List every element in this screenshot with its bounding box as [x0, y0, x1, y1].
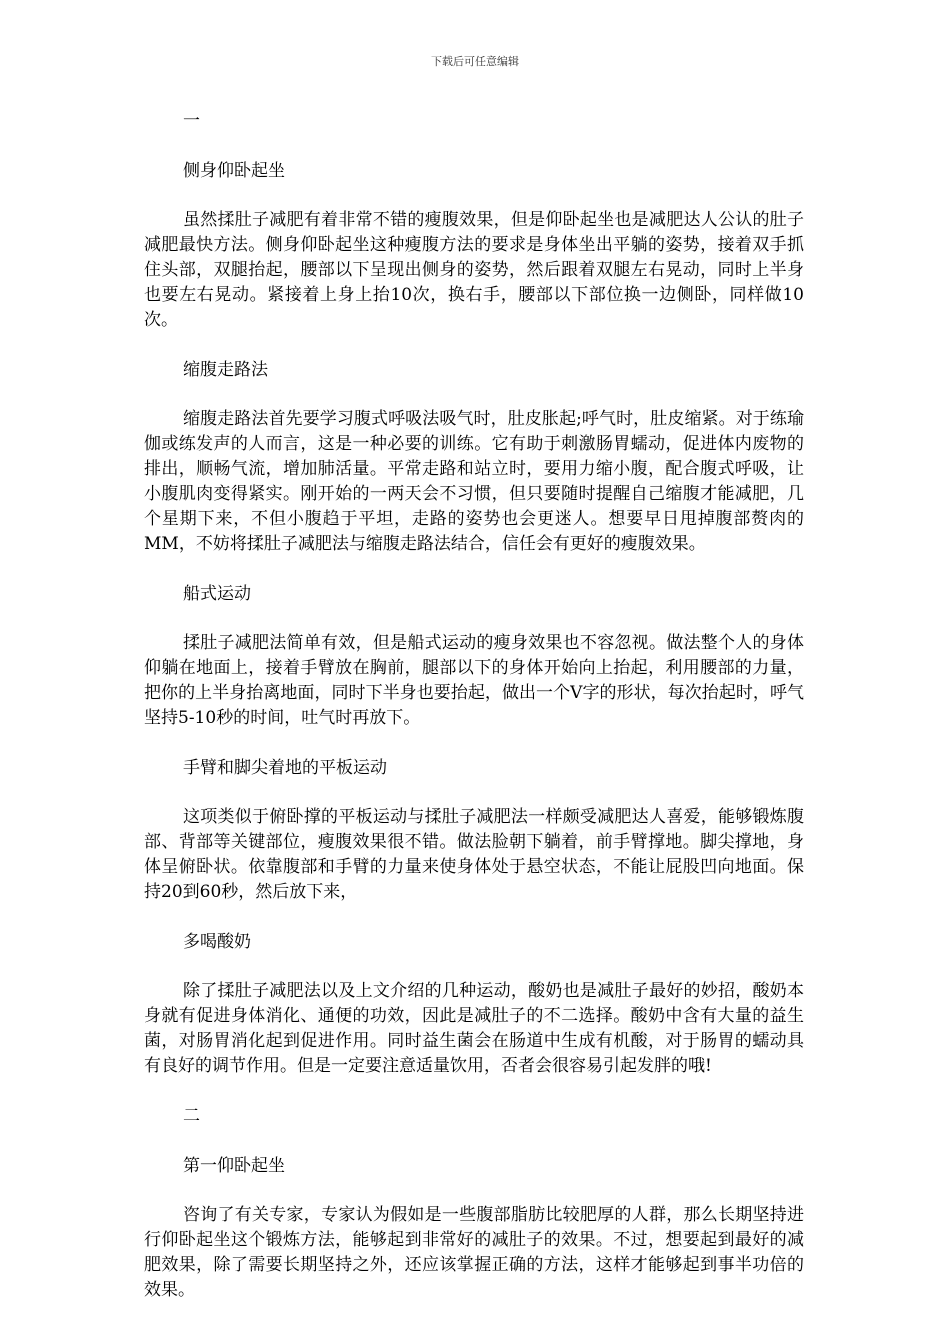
section-heading-side-situp: 侧身仰卧起坐 [183, 161, 285, 181]
section-number-2: 二 [183, 1106, 200, 1126]
section-heading-first-situp: 第一仰卧起坐 [183, 1156, 285, 1176]
section-heading-abdominal-walking: 缩腹走路法 [183, 360, 268, 380]
paragraph-yogurt: 除了揉肚子减肥法以及上文介绍的几种运动，酸奶也是减肚子最好的妙招，酸奶本身就有促进身体消化、通便的功效，因此是减肚子的不二选择。酸奶中含有大量的益生菌，对肠胃消化起到促进作用。同时益生菌会在肠道中生成有机酸，对于肠胃的蠕动具有良好的调节作用。但是一定要注意适量饮用，否者会很容易引起发胖的哦! [144, 981, 804, 1076]
paragraph-first-situp: 咨询了有关专家，专家认为假如是一些腹部脂肪比较肥厚的人群，那么长期坚持进行仰卧起坐这个锻炼方法，能够起到非常好的减肚子的效果。不过，想要起到最好的减肥效果，除了需要长期坚持之外，还应该掌握正确的方法，这样才能够起到事半功倍的效果。 [144, 1205, 804, 1300]
paragraph-abdominal-walking: 缩腹走路法首先要学习腹式呼吸法吸气时，肚皮胀起;呼气时，肚皮缩紧。对于练瑜伽或练发声的人而言，这是一种必要的训练。它有助于刺激肠胃蠕动，促进体内废物的排出，顺畅气流，增加肺活量。平常走路和站立时，要用力缩小腹，配合腹式呼吸，让小腹肌肉变得紧实。刚开始的一两天会不习惯，但只要随时提醒自己缩腹才能减肥，几个星期下来，不但小腹趋于平坦，走路的姿势也会更迷人。想要早日甩掉腹部赘肉的MM，不妨将揉肚子减肥法与缩腹走路法结合，信任会有更好的瘦腹效果。 [144, 409, 804, 554]
section-heading-yogurt: 多喝酸奶 [183, 932, 251, 952]
section-heading-boat-pose: 船式运动 [183, 584, 251, 604]
document-body [144, 108, 804, 1327]
section-heading-plank: 手臂和脚尖着地的平板运动 [183, 758, 387, 778]
paragraph-plank: 这项类似于俯卧撑的平板运动与揉肚子减肥法一样颇受减肥达人喜爱，能够锻炼腹部、背部等关键部位，瘦腹效果很不错。做法脸朝下躺着，前手臂撑地。脚尖撑地，身体呈俯卧状。依靠腹部和手臂的力量来使身体处于悬空状态，不能让屁股凹向地面。保持20到60秒，然后放下来， [144, 807, 804, 902]
section-number-1: 一 [183, 111, 200, 131]
paragraph-boat-pose: 揉肚子减肥法简单有效，但是船式运动的瘦身效果也不容忽视。做法整个人的身体仰躺在地面上，接着手臂放在胸前，腿部以下的身体开始向上抬起，利用腰部的力量，把你的上半身抬离地面，同时下半身也要抬起，做出一个V字的形状，每次抬起时，呼气坚持5-10秒的时间，吐气时再放下。 [144, 633, 804, 728]
page-header: 下载后可任意编辑 [431, 55, 519, 68]
paragraph-side-situp: 虽然揉肚子减肥有着非常不错的瘦腹效果，但是仰卧起坐也是减肥达人公认的肚子减肥最快方法。侧身仰卧起坐这种瘦腹方法的要求是身体坐出平躺的姿势，接着双手抓住头部，双腿抬起，腰部以下呈现出侧身的姿势，然后跟着双腿左右晃动，同时上半身也要左右晃动。紧接着上身上抬10次，换右手，腰部以下部位换一边侧卧，同样做10次。 [144, 210, 804, 330]
